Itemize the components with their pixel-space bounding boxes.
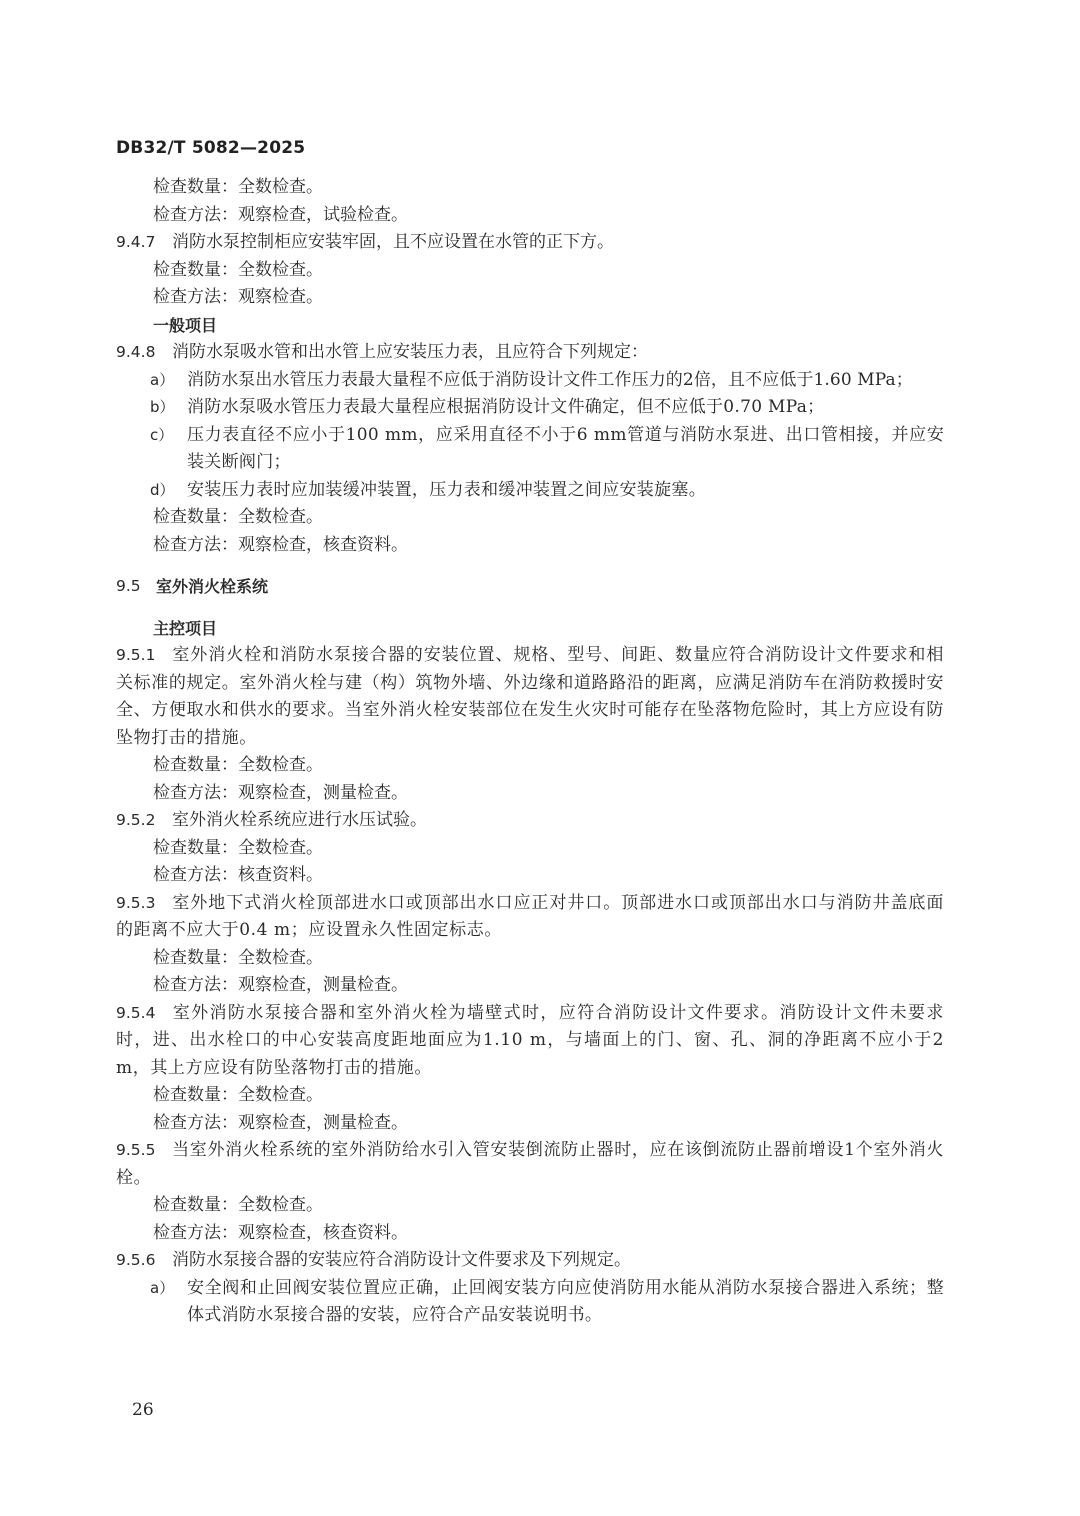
check-method: 检查方法：观察检查，核查资料。: [153, 534, 408, 555]
clause-9-5-5: [116, 1137, 944, 1192]
clause-text: 消防水泵吸水管和出水管上应安装压力表，且应符合下列规定：: [172, 342, 648, 362]
clause-text: 室外消火栓和消防水泵接合器的安装位置、规格、型号、间距、数量应符合消防设计文件要求和相关标准的规定。室外消火栓与建（构）筑物外墙、外边缘和道路路沿的距离，应满足消防车在消防救援时安全、方便取水和供水的要求。当室外消火栓安装部位在发生火灾时可能存在坠落物危险时，其上方应设有防坠物打击的措施。: [116, 645, 944, 748]
check-quantity: 检查数量：全数检查。: [153, 1085, 323, 1105]
check-method: 检查方法：观察检查，试验检查。: [153, 204, 408, 225]
clause-9-5-2: [116, 807, 944, 835]
check-method: 检查方法：观察检查，核查资料。: [153, 1222, 408, 1243]
clause-9-5-3: [116, 890, 944, 945]
clause-text: 消防水泵接合器的安装应符合消防设计文件要求及下列规定。: [172, 1250, 631, 1270]
clause-number: 9.4.8: [116, 343, 156, 361]
check-quantity: 检查数量：全数检查。: [153, 947, 323, 968]
document-body: [116, 174, 944, 1330]
clause-number: 9.5.3: [116, 893, 156, 912]
list-item-text: 消防水泵出水管压力表最大量程不应低于消防设计文件工作压力的2倍，且不应低于1.60 MPa；: [187, 369, 913, 390]
clause-9-5-4: [116, 1000, 944, 1083]
check-quantity: 检查数量：全数检查。: [153, 837, 323, 858]
check-quantity: 检查数量：全数检查。: [153, 507, 323, 527]
clause-number: 9.5.4: [116, 1003, 156, 1022]
list-item-text: 消防水泵吸水管压力表最大量程应根据消防设计文件确定，但不应低于0.70 MPa；: [187, 397, 825, 417]
check-method: 检查方法：观察检查。: [153, 287, 323, 307]
clause-number: 9.5.1: [116, 646, 156, 664]
clause-number: 9.5.6: [116, 1251, 156, 1269]
section-9-5: [116, 573, 944, 601]
check-method: 检查方法：观察检查，测量检查。: [153, 975, 408, 995]
clause-number: 9.4.7: [116, 233, 156, 251]
list-item-text: 安装压力表时应加装缓冲装置，压力表和缓冲装置之间应安装旋塞。: [187, 479, 706, 500]
list-item: [116, 367, 944, 395]
clause-number: 9.5.5: [116, 1141, 156, 1159]
list-item-marker: b）: [150, 398, 175, 416]
clause-text: 当室外消火栓系统的室外消防给水引入管安装倒流防止器时，应在该倒流防止器前增设1个室外消火栓。: [116, 1140, 944, 1188]
list-item-marker: a）: [150, 370, 175, 389]
clause-text: 室外消火栓系统应进行水压试验。: [172, 810, 427, 830]
list-item-text: 安全阀和止回阀安装位置应正确，止回阀安装方向应使消防用水能从消防水泵接合器进入系统；整体式消防水泵接合器的安装，应符合产品安装说明书。: [187, 1277, 944, 1325]
check-method: 检查方法：核查资料。: [153, 865, 323, 885]
check-quantity: 检查数量：全数检查。: [153, 259, 323, 280]
list-item-marker: a）: [150, 1278, 175, 1297]
list-item: [116, 394, 944, 422]
clause-9-4-8: [116, 339, 944, 367]
check-method: 检查方法：观察检查，测量检查。: [153, 782, 408, 803]
list-item-marker: d）: [150, 480, 175, 499]
check-method: 检查方法：观察检查，测量检查。: [153, 1112, 408, 1133]
check-quantity: 检查数量：全数检查。: [153, 755, 323, 775]
clause-9-4-7: [116, 229, 944, 257]
clause-text: 消防水泵控制柜应安装牢固，且不应设置在水管的正下方。: [172, 232, 614, 252]
clause-number: 9.5.2: [116, 811, 156, 829]
clause-text: 室外消防水泵接合器和室外消火栓为墙壁式时，应符合消防设计文件要求。消防设计文件未要求时，进、出水栓口的中心安装高度距地面应为1.10 m，与墙面上的门、窗、孔、洞的净距离不应小于2 m，其上方应设有防坠落物打击的措施。: [116, 1002, 944, 1078]
list-item-text: 压力表直径不应小于100 mm，应采用直径不小于6 mm管道与消防水泵进、出口管相接，并应安装关断阀门；: [187, 424, 944, 472]
list-item: [116, 422, 944, 477]
section-title: 室外消火栓系统: [156, 577, 269, 596]
document-code: DB32/T 5082—2025: [116, 138, 306, 158]
list-item: [116, 477, 944, 505]
list-item-marker: c）: [150, 425, 174, 444]
clause-9-5-1: [116, 642, 944, 752]
clause-text: 室外地下式消火栓顶部进水口或顶部出水口应正对井口。顶部进水口或顶部出水口与消防井盖底面的距离不应大于0.4 m；应设置永久性固定标志。: [116, 892, 944, 940]
check-quantity: 检查数量：全数检查。: [153, 1195, 323, 1215]
subheading-general-items: 一般项目: [153, 315, 218, 335]
clause-9-5-6: [116, 1247, 944, 1275]
subheading-main-items: 主控项目: [153, 618, 218, 638]
section-number: 9.5: [116, 577, 141, 595]
list-item: [116, 1275, 944, 1330]
check-quantity: 检查数量：全数检查。: [153, 177, 323, 197]
page-number: 26: [132, 1400, 154, 1420]
